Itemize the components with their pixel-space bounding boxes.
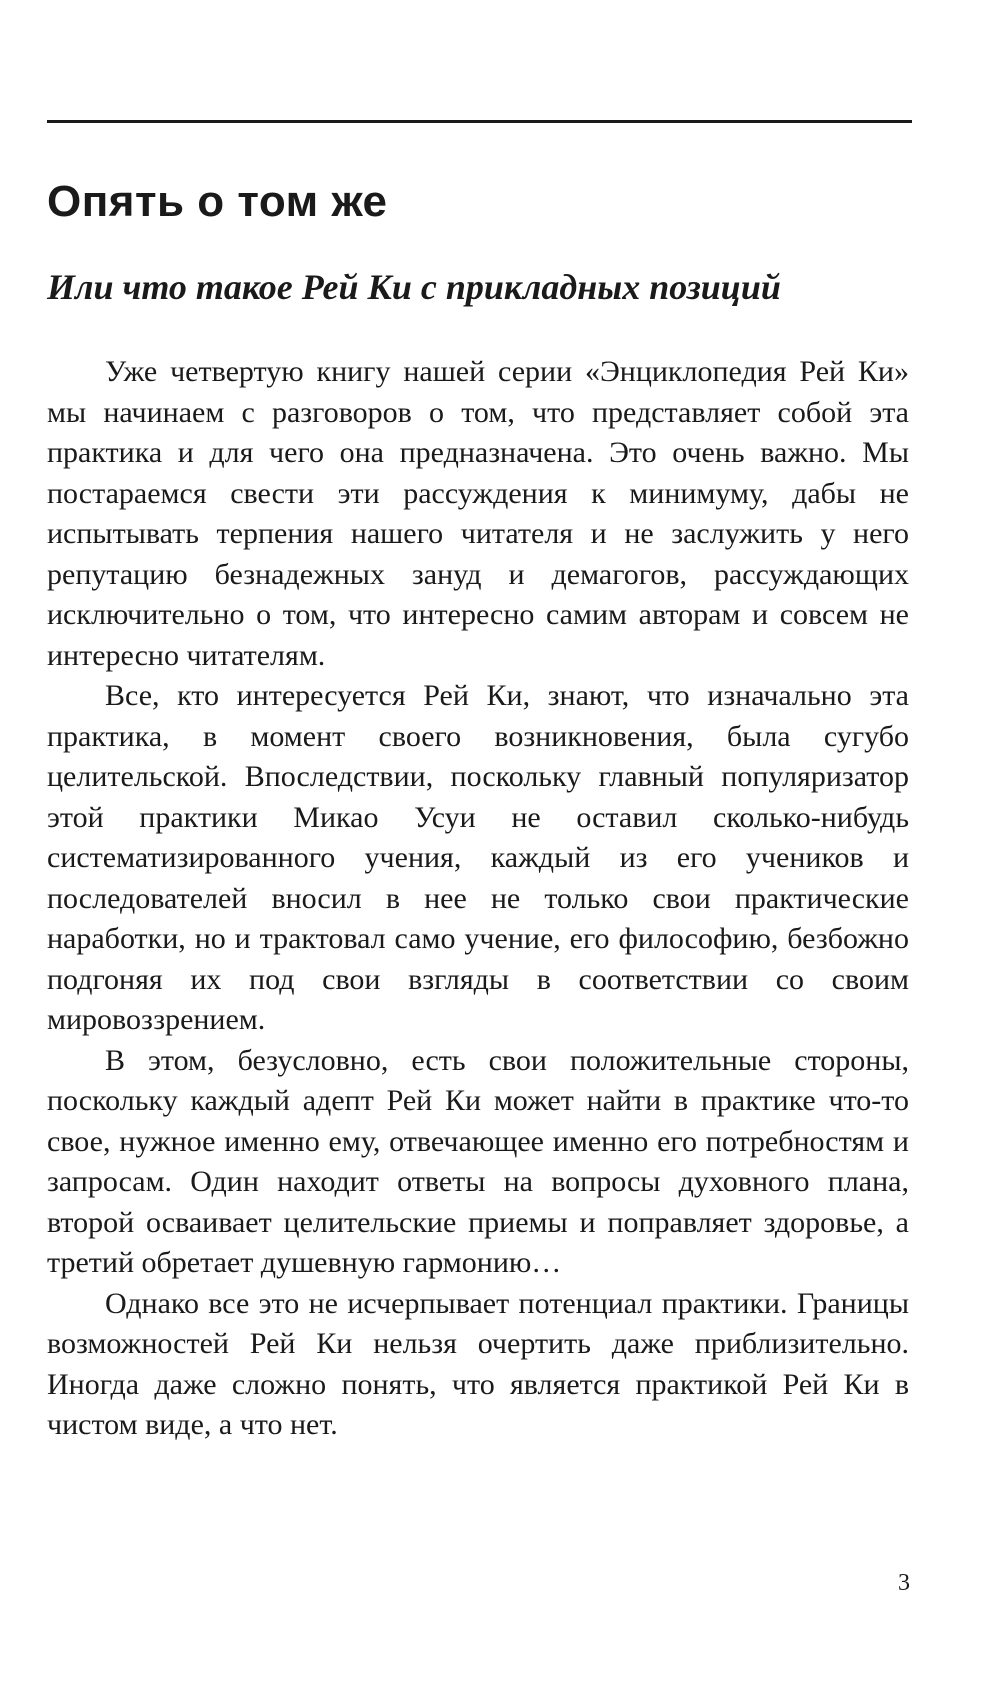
paragraph: Уже четвертую книгу нашей серии «Энциклопедия Рей Ки» мы начинаем с разговоров о том, что представляет собой эта практика и для чего она предназначена. Это очень важно. Мы постараемся свести эти рассуждения к минимуму, дабы не испытывать терпения нашего читателя и не заслужить у него репутацию безнадежных зануд и демагогов, рассуждающих исключительно о том, что интересно самим авторам и совсем не интересно читателям. — [47, 355, 909, 672]
header-rule — [47, 120, 912, 123]
paragraph: Все, кто интересуется Рей Ки, знают, что изначально эта практика, в момент своего возникновения, была сугубо целительской. Впоследствии, поскольку главный популяризатор этой практики Микао Усуи не оставил сколько-нибудь систематизированного учения, каждый из его учеников и последователей вносил в нее не только свои практические наработки, но и трактовал само учение, его философию, безбожно подгоняя их под свои взгляды в соответствии со своим мировоззрением. — [47, 679, 909, 1036]
chapter-title: Опять о том же — [47, 177, 388, 226]
chapter-subtitle: Или что такое Рей Ки с прикладных позиций — [47, 267, 781, 307]
paragraph: Однако все это не исчерпывает потенциал практики. Границы возможностей Рей Ки нельзя очертить даже приблизительно. Иногда даже сложно понять, что является практикой Рей Ки в чистом виде, а что нет. — [47, 1286, 909, 1441]
page-number: 3 — [898, 1570, 910, 1596]
paragraph: В этом, безусловно, есть свои положительные стороны, поскольку каждый адепт Рей Ки может найти в практике что-то свое, нужное именно ему, отвечающее именно его потребностям и запросам. Один находит ответы на вопросы духовного плана, второй осваивает целительские приемы и поправляет здоровье, а третий обретает душевную гармонию… — [47, 1043, 909, 1279]
body-text — [47, 352, 909, 1446]
